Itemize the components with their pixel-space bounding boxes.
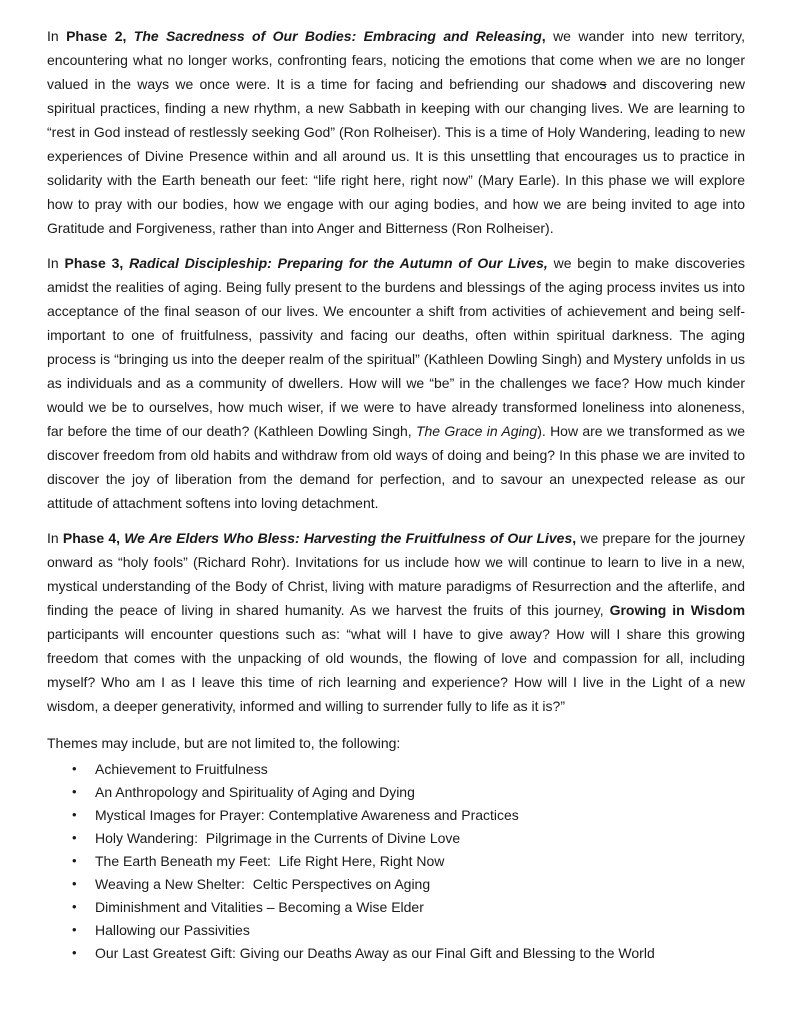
text-segment: Growing in Wisdom bbox=[609, 602, 746, 618]
paragraph-phase-4 bbox=[47, 526, 745, 718]
text-segment: In bbox=[47, 530, 63, 546]
paragraph-phase-2 bbox=[47, 24, 745, 240]
list-item: • Diminishment and Vitalities – Becoming a Wise Elder bbox=[95, 896, 745, 918]
text-segment: Phase 3, bbox=[64, 255, 130, 271]
list-item: • Weaving a New Shelter: Celtic Perspectives on Aging bbox=[95, 873, 745, 895]
text-segment: In bbox=[47, 255, 65, 271]
text-segment: Phase 4, bbox=[62, 530, 125, 546]
text-segment: The Grace in Aging bbox=[415, 423, 538, 439]
text-segment: We Are Elders Who Bless: Harvesting the Fruitfulness of Our Lives bbox=[124, 530, 573, 546]
text-segment: we begin to make discoveries amidst the realities of aging. Being fully present to the burdens and blessings of the aging process invites us into acceptance of the final season of our lives. We encounter a shift from activities of achievement and being self-important to one of fruitfulness, passivity and facing our deaths, often within spiritual darkness. The aging process is “bringing us into the deeper realm of the spiritual” (Kathleen Dowling Singh) and Mystery unfolds in us as individuals and as a community of dwellers. How will we “be” in the challenges we face? How much kinder would we be to ourselves, how much wiser, if we were to have already transformed loneliness into aloneness, far before the time of our death? (Kathleen Dowling Singh, bbox=[47, 255, 745, 439]
text-segment: , bbox=[541, 28, 546, 44]
text-segment: we wander into new territory, encountering what no longer works, confronting fears, noticing the emotions that come when we are no longer valued in the ways we once were. It is a time for facing and befriending our shadow bbox=[47, 28, 745, 92]
list-item: • Mystical Images for Prayer: Contemplative Awareness and Practices bbox=[95, 804, 745, 826]
list-item: • Hallowing our Passivities bbox=[95, 919, 745, 941]
text-segment: , bbox=[572, 530, 577, 546]
text-segment: Phase 2, bbox=[66, 28, 134, 44]
list-item: • An Anthropology and Spirituality of Aging and Dying bbox=[95, 781, 745, 803]
text-segment: ). How are we transformed as we discover freedom from old habits and withdraw from old ways of doing and being? In this phase we are invited to discover the joy of liberation from the demand for perfection, and to savour an unexpected release as our attitude of attachment softens into loving detachment. bbox=[47, 423, 746, 511]
list-item: • The Earth Beneath my Feet: Life Right Here, Right Now bbox=[95, 850, 745, 872]
themes-list bbox=[47, 758, 745, 964]
text-segment: Radical Discipleship: Preparing for the Autumn of Our Lives, bbox=[129, 255, 548, 271]
text-segment: In bbox=[47, 28, 67, 44]
text-segment: we prepare for the journey onward as “holy fools” (Richard Rohr). Invitations for us include how we will continue to learn to live in a new, mystical understanding of the Body of Christ, living with mature paradigms of Resurrection and the afterlife, and finding the peace of living in shared humanity. As we harvest the fruits of this journey, bbox=[47, 530, 745, 618]
list-item: • Achievement to Fruitfulness bbox=[95, 758, 745, 780]
themes-intro: Themes may include, but are not limited to, the following: bbox=[47, 735, 401, 751]
paragraph-phase-3 bbox=[47, 251, 745, 515]
text-segment: The Sacredness of Our Bodies: Embracing and Releasing bbox=[133, 28, 542, 44]
text-segment: and discovering new spiritual practices, finding a new rhythm, a new Sabbath in keeping with our changing lives. We are learning to “rest in God instead of restlessly seeking God” (Ron Rolheiser). This is a time of Holy Wandering, leading to new experiences of Divine Presence within and all around us. It is this unsettling that encourages us to practice in solidarity with the Earth beneath our feet: “life right here, right now” (Mary Earle). In this phase we will explore how to pray with our bodies, how we engage with our aging bodies, and how we are being invited to age into Gratitude and Forgiveness, rather than into Anger and Bitterness (Ron Rolheiser). bbox=[47, 76, 745, 236]
text-segment: participants will encounter questions such as: “what will I have to give away? How will I share this growing freedom that comes with the unpacking of old wounds, the flowing of love and compassion for all, including myself? Who am I as I leave this time of rich learning and experience? How will I live in the Light of a new wisdom, a deeper generativity, informed and willing to surrender fully to life as it is?” bbox=[47, 626, 745, 714]
text-segment: s bbox=[599, 76, 607, 92]
list-item: • Holy Wandering: Pilgrimage in the Currents of Divine Love bbox=[95, 827, 745, 849]
list-item: • Our Last Greatest Gift: Giving our Deaths Away as our Final Gift and Blessing to the World bbox=[95, 942, 745, 964]
